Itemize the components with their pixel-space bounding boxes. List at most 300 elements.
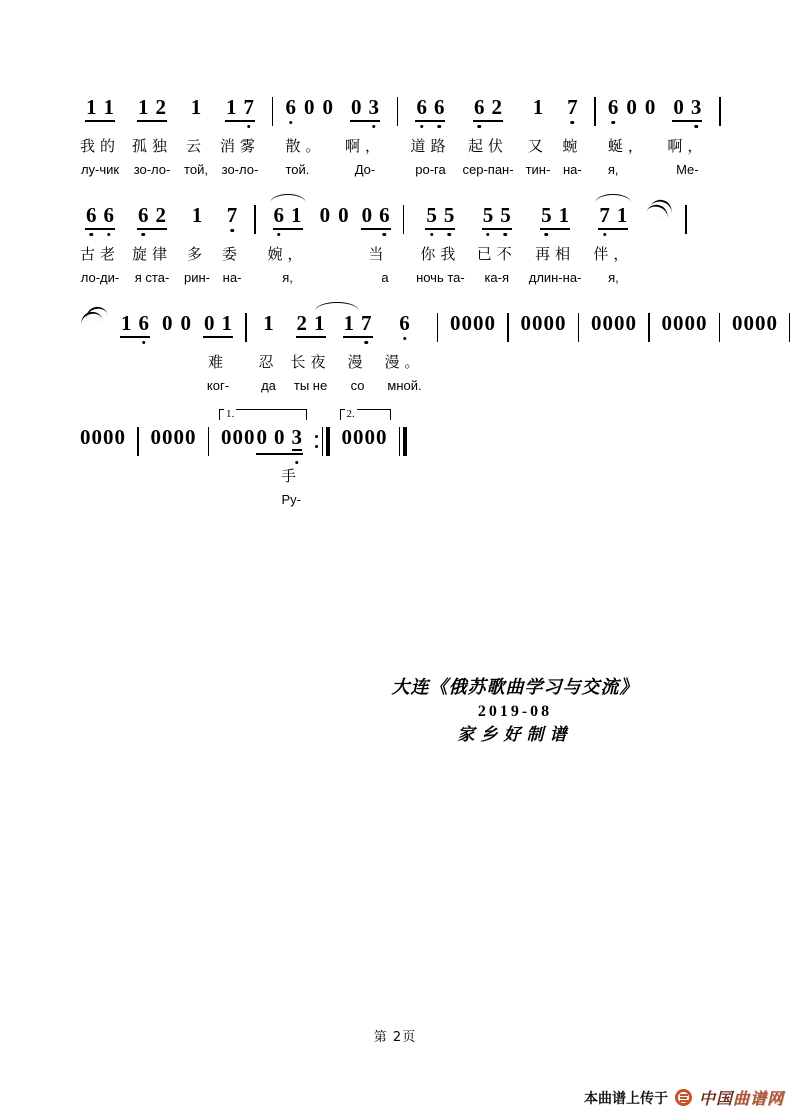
notes-group <box>221 426 303 456</box>
score-area <box>80 95 778 534</box>
note-digit: 0 <box>232 425 243 449</box>
notes-group <box>85 204 115 234</box>
note-digit: 1 <box>616 203 628 227</box>
note <box>492 96 503 118</box>
note <box>483 204 494 226</box>
octave-dot-below <box>230 229 234 233</box>
beam-group <box>343 312 373 338</box>
note <box>379 204 390 226</box>
octave-dot-below <box>603 233 607 237</box>
lyric-cn: 又 <box>527 137 548 155</box>
note <box>344 312 355 334</box>
beam-group <box>203 312 233 338</box>
lyric-ru: длин-на- <box>528 270 582 285</box>
rest <box>744 312 755 334</box>
octave-dot-below <box>504 233 508 237</box>
lyric-cn: 忍 <box>258 353 279 371</box>
note-digit: 7 <box>243 95 254 119</box>
barline-single <box>719 313 721 342</box>
note-digit: 0 <box>555 311 566 335</box>
note-digit: 6 <box>138 203 149 227</box>
volta-number: 1. <box>226 408 235 420</box>
site-logo-icon <box>675 1089 692 1106</box>
notes-group <box>533 96 544 126</box>
rest <box>233 426 244 448</box>
lyric-ru: а <box>381 270 389 285</box>
score-column <box>221 408 303 510</box>
credit-text: 本曲谱上传于 <box>583 1090 668 1107</box>
notes-group <box>672 96 702 126</box>
score-line-3 <box>80 311 778 396</box>
lyric-ru: со <box>350 378 365 393</box>
note-digit: 5 <box>443 203 455 227</box>
note-digit: 6 <box>138 311 149 335</box>
note-digit: 0 <box>661 311 673 335</box>
barline-single <box>507 313 509 342</box>
notes-group <box>137 96 167 126</box>
note-digit: 0 <box>221 425 232 449</box>
notes-group <box>598 204 628 234</box>
lyric-ru: зо-ло- <box>221 162 259 177</box>
score-column <box>132 96 172 180</box>
lyric-ru: я, <box>282 270 293 285</box>
note-digit: 0 <box>256 425 267 449</box>
note-digit: 6 <box>416 95 427 119</box>
lyric-cn: 难 <box>207 353 228 371</box>
rest <box>450 312 461 334</box>
lyric-cn: 再相 <box>535 245 576 263</box>
attribution-date: 2019-08 <box>477 703 553 720</box>
score-column <box>526 96 551 180</box>
attribution-source: 大连《俄苏歌曲学习与交流》 <box>391 677 639 698</box>
note-digit: 1 <box>532 95 544 119</box>
note-digit: 6 <box>474 95 485 119</box>
lyric-cn: 散。 <box>285 137 326 155</box>
note-digit: 1 <box>138 95 149 119</box>
note-digit: 0 <box>684 311 696 335</box>
score-column <box>80 426 125 510</box>
lyric-ru: той, <box>184 162 208 177</box>
note <box>559 204 570 226</box>
lyric-ru: я ста- <box>134 270 170 285</box>
lyric-ru: на- <box>222 270 242 285</box>
beam-group <box>350 96 380 122</box>
note-digit: 0 <box>244 425 255 449</box>
beam-group <box>540 204 570 230</box>
score-column <box>410 96 450 180</box>
rest <box>555 312 566 334</box>
octave-dot-below <box>545 233 549 237</box>
note <box>86 96 97 118</box>
note <box>243 96 254 118</box>
score-column <box>285 96 333 180</box>
note <box>156 96 167 118</box>
note-digit: 0 <box>114 425 125 449</box>
note-digit: 3 <box>291 425 302 449</box>
note-digit: 6 <box>607 95 619 119</box>
rest <box>322 96 333 118</box>
lyric-ru: я, <box>607 162 619 177</box>
note-digit: 2 <box>296 311 308 335</box>
notes-group <box>450 312 495 342</box>
note-digit: 6 <box>399 311 410 335</box>
lyric-ru: Ру- <box>281 492 301 507</box>
note <box>691 96 702 118</box>
rest <box>473 312 484 334</box>
score-column <box>416 204 465 288</box>
beam-group <box>120 312 150 338</box>
rest <box>342 426 353 448</box>
lyric-ru: ро-га <box>415 162 446 177</box>
repeat-dots <box>315 435 318 448</box>
slur-mark <box>595 194 631 203</box>
score-column <box>132 204 172 288</box>
note <box>368 96 379 118</box>
lyric-ru: сер-пан- <box>462 162 514 177</box>
note-digit: 0 <box>626 95 637 119</box>
notes-group <box>85 96 115 126</box>
octave-dot-below <box>365 341 369 345</box>
lyric-cn: 起伏 <box>468 137 509 155</box>
barline-single <box>594 97 596 126</box>
note <box>361 312 372 334</box>
lyric-cn: 漫。 <box>384 353 425 371</box>
lyric-cn: 我的 <box>80 137 121 155</box>
rest <box>362 204 373 226</box>
notes-group <box>482 204 512 234</box>
score-column <box>385 312 425 396</box>
note-digit: 0 <box>180 311 191 335</box>
barline-single <box>245 313 247 342</box>
notes-group <box>591 312 636 342</box>
note-digit: 0 <box>150 425 161 449</box>
lyric-ru: ты не <box>293 378 328 393</box>
beam-group <box>598 204 628 230</box>
note <box>274 204 285 226</box>
notes-group <box>285 96 333 126</box>
note-digit: 0 <box>484 311 496 335</box>
lyric-cn: 你我 <box>420 245 461 263</box>
score-column <box>529 204 582 288</box>
note-digit: 6 <box>103 203 114 227</box>
barline-single <box>208 427 210 456</box>
barline-single <box>254 205 256 234</box>
note-digit: 2 <box>491 95 503 119</box>
note-digit: 6 <box>285 95 296 119</box>
barline-single <box>272 97 274 126</box>
score-column <box>343 312 373 396</box>
notes-group <box>732 312 777 342</box>
note-digit: 0 <box>614 311 625 335</box>
notes-group <box>608 96 656 126</box>
score-column <box>80 96 120 180</box>
note <box>138 96 149 118</box>
note-digit: 0 <box>461 311 473 335</box>
score-column <box>220 96 260 180</box>
note <box>608 96 619 118</box>
barline-single <box>648 313 650 342</box>
score-column <box>521 312 566 396</box>
lyric-cn: 蜒， <box>607 137 648 155</box>
rest <box>603 312 614 334</box>
score-column <box>591 312 636 396</box>
site-name <box>699 1086 784 1109</box>
score-column <box>341 408 387 510</box>
note <box>474 96 485 118</box>
lyric-cn: 当 <box>368 245 389 263</box>
note-digit: 0 <box>673 311 684 335</box>
barline-repeat-end <box>315 427 330 456</box>
note-digit: 0 <box>696 311 707 335</box>
note <box>86 204 97 226</box>
score-column <box>203 312 233 396</box>
note <box>599 204 610 226</box>
note-digit: 6 <box>433 95 445 119</box>
notes-group <box>473 96 503 126</box>
lyric-ru: лу-чик <box>80 162 120 177</box>
tie-mark-icon <box>80 306 108 322</box>
site-name-primary: 中国 <box>698 1089 733 1108</box>
barline-final <box>399 427 407 456</box>
rest <box>274 426 285 448</box>
score-column <box>450 312 495 396</box>
note-digit: 0 <box>204 311 215 335</box>
note-digit: 0 <box>673 95 684 119</box>
octave-dot-below <box>403 337 407 341</box>
beam-group <box>137 96 167 122</box>
octave-dot-below <box>289 121 293 125</box>
note <box>191 96 202 118</box>
beam-group <box>672 96 702 122</box>
lyric-ru: на- <box>562 162 582 177</box>
note-digit: 0 <box>173 425 184 449</box>
rest <box>521 312 532 334</box>
rest <box>591 312 602 334</box>
note-digit: 0 <box>364 425 375 449</box>
rest <box>626 312 637 334</box>
notes-group <box>425 204 455 234</box>
notes-group <box>137 204 167 234</box>
attribution-transcriber: 家乡好制谱 <box>457 725 573 745</box>
octave-dot-below <box>247 125 251 129</box>
barline-thin <box>322 427 324 456</box>
octave-dot-below <box>372 125 376 129</box>
note-digit: 5 <box>500 203 511 227</box>
lyric-cn: 啊， <box>344 137 385 155</box>
note-digit: 0 <box>338 203 349 227</box>
beam-group <box>296 312 326 338</box>
note-digit: 1 <box>191 203 203 227</box>
notes-group <box>415 96 445 126</box>
notes-group <box>192 204 203 234</box>
note <box>121 312 132 334</box>
note <box>226 96 237 118</box>
note-digit: 0 <box>341 425 352 449</box>
lyric-ru: зо-ло- <box>133 162 171 177</box>
score-column <box>608 96 656 180</box>
note-digit: 7 <box>361 311 372 335</box>
lyric-cn: 漫 <box>347 353 368 371</box>
lyric-ru: ког- <box>206 378 230 393</box>
lyric-ru: ка-я <box>484 270 510 285</box>
rest <box>151 426 162 448</box>
score-column <box>361 204 391 288</box>
note <box>399 312 410 334</box>
note-digit: 0 <box>532 311 543 335</box>
score-column <box>184 204 210 288</box>
octave-dot-below <box>107 233 111 237</box>
rest <box>92 426 103 448</box>
score-column <box>732 312 777 396</box>
lyric-cn: 伴， <box>593 245 634 263</box>
notes-group <box>151 426 196 456</box>
rest <box>614 312 625 334</box>
barline-single <box>437 313 439 342</box>
beam-group <box>256 426 304 455</box>
rest <box>532 312 543 334</box>
note-digit: 0 <box>755 311 766 335</box>
barline-single <box>578 313 580 342</box>
octave-dot-below <box>142 233 146 237</box>
note <box>500 204 511 226</box>
notes-group <box>342 426 387 456</box>
note-digit: 0 <box>353 425 364 449</box>
rest <box>80 426 91 448</box>
note-digit: 0 <box>274 425 285 449</box>
lyric-ru: тин- <box>525 162 551 177</box>
note-digit: 0 <box>80 425 91 449</box>
note-digit: 1 <box>86 95 97 119</box>
rest <box>732 312 743 334</box>
lyric-ru: Ме- <box>676 162 699 177</box>
rest <box>103 426 114 448</box>
rest <box>662 312 673 334</box>
notes-group <box>521 312 566 342</box>
rest <box>351 96 362 118</box>
rest <box>673 312 684 334</box>
notes-group <box>320 204 349 234</box>
note-digit: 6 <box>273 203 285 227</box>
barline-single <box>403 205 405 234</box>
octave-dot-below <box>383 233 387 237</box>
note <box>567 96 578 118</box>
volta-number: 2. <box>346 408 355 420</box>
note-digit: 5 <box>426 203 437 227</box>
rest <box>767 312 778 334</box>
note-digit: 0 <box>303 95 315 119</box>
beam-group <box>415 96 445 122</box>
score-column <box>593 204 633 288</box>
rest <box>162 426 173 448</box>
score-line-2 <box>80 204 748 288</box>
octave-dot-below <box>90 233 94 237</box>
note <box>292 426 303 451</box>
note <box>139 312 150 334</box>
lyric-ru: да <box>261 378 276 393</box>
octave-dot-below <box>478 125 482 129</box>
beam-group <box>225 96 255 122</box>
score-column <box>667 96 707 180</box>
lyric-cn: 委 <box>222 245 243 263</box>
note-digit: 1 <box>291 203 302 227</box>
rest <box>353 426 364 448</box>
note <box>227 204 238 226</box>
lyric-ru: я, <box>608 270 619 285</box>
octave-dot-below <box>430 233 434 237</box>
score-column <box>162 312 191 396</box>
tie-mark-icon <box>645 198 673 214</box>
note-digit: 0 <box>520 311 532 335</box>
score-column <box>120 312 150 396</box>
note-digit: 1 <box>558 203 570 227</box>
note-digit: 0 <box>743 311 755 335</box>
notes-group <box>227 204 238 234</box>
beam-group <box>273 204 303 230</box>
notes-group <box>350 96 380 126</box>
rest <box>462 312 473 334</box>
rest <box>755 312 766 334</box>
notes-group <box>567 96 578 126</box>
note-digit: 0 <box>376 425 387 449</box>
score-column <box>151 426 196 510</box>
note <box>416 96 427 118</box>
notes-group <box>225 96 255 126</box>
score-column <box>259 312 279 396</box>
rest <box>544 312 555 334</box>
rest <box>181 312 192 334</box>
lyric-cn: 孤独 <box>132 137 173 155</box>
beam-group <box>482 204 512 230</box>
notes-group <box>662 312 707 342</box>
rest <box>115 426 126 448</box>
octave-dot-below <box>571 121 575 125</box>
note <box>222 312 233 334</box>
note-digit: 0 <box>766 311 778 335</box>
lyric-ru: До- <box>354 162 376 177</box>
note <box>533 96 544 118</box>
rest <box>204 312 215 334</box>
note-digit: 1 <box>190 95 202 119</box>
score-column <box>662 312 707 396</box>
note-digit: 0 <box>350 95 362 119</box>
note <box>291 204 302 226</box>
upload-credit <box>584 1086 784 1109</box>
score-column <box>477 204 517 288</box>
lyric-ru: мной. <box>387 378 422 393</box>
lyric-cn: 旋律 <box>132 245 173 263</box>
lyric-cn: 多 <box>187 245 208 263</box>
note-digit: 0 <box>322 95 333 119</box>
rest <box>162 312 173 334</box>
score-column <box>345 96 385 180</box>
note <box>104 204 115 226</box>
note-digit: 5 <box>541 203 552 227</box>
note <box>263 312 274 334</box>
lyric-cn: 消雾 <box>219 137 260 155</box>
notes-group <box>540 204 570 234</box>
note-digit: 3 <box>690 95 702 119</box>
note-digit: 6 <box>379 203 390 227</box>
slur-mark <box>270 194 306 203</box>
rest <box>685 312 696 334</box>
rest <box>645 96 656 118</box>
note-digit: 1 <box>343 311 355 335</box>
lyric-cn: 已不 <box>476 245 517 263</box>
notes-group <box>263 312 274 342</box>
note-digit: 0 <box>543 311 555 335</box>
note <box>541 204 552 226</box>
score-column <box>222 204 242 288</box>
